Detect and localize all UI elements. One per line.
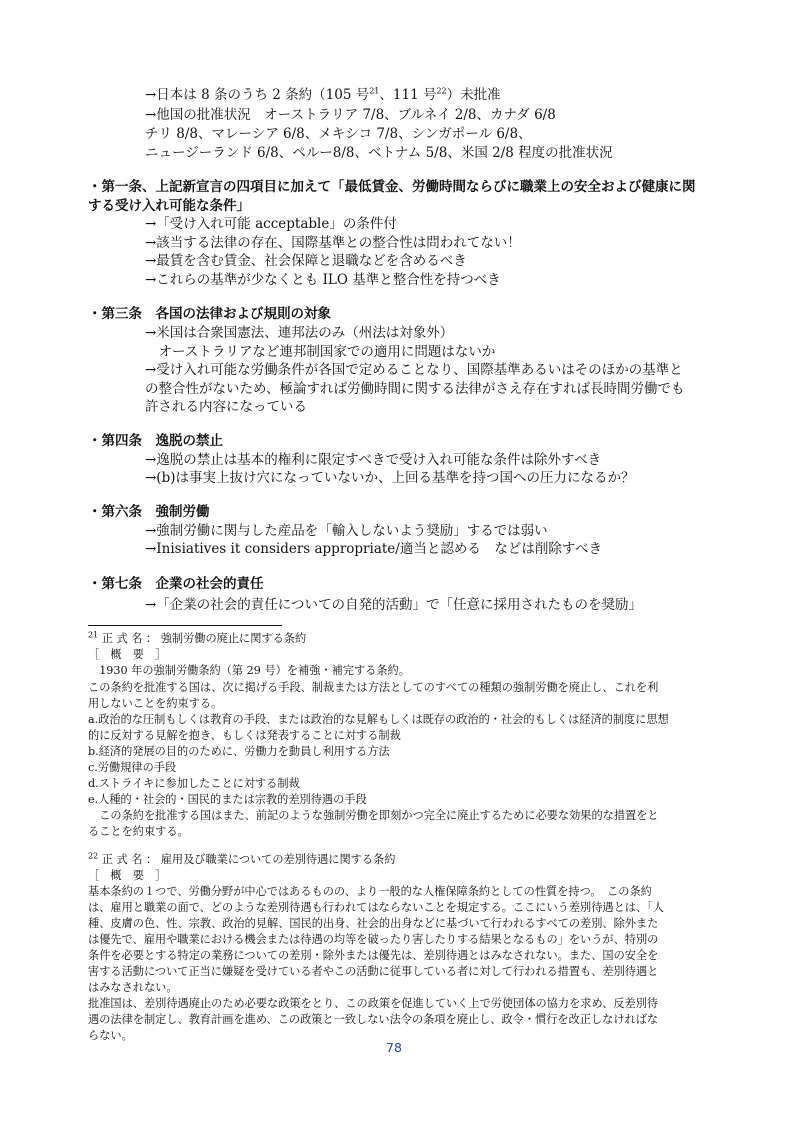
footnote-21-summary-label: ［ 概 要 ］ — [88, 648, 167, 661]
section-heading-article-7: ・第七条 企業の社会的責任 — [88, 576, 264, 592]
footnote-ref-21: 21 — [369, 86, 380, 96]
ratification-line-others: →他国の批准状況 オーストラリア 7/8、ブルネイ 2/8、カナダ 6/8 — [145, 107, 556, 123]
list-item: →Inisiatives it considers appropriate/適当と認める などは削除すべき — [145, 541, 603, 557]
footnote-line: 用しないことを約束する。 — [88, 697, 223, 710]
footnote-line: 遇の法律を制定し、教育計画を進め、この政策と一致しない法令の条項を廃止し、政令・慣行を改正しなければな — [88, 1013, 659, 1026]
list-item: の整合性がないため、極論すれば労働時間に関する法律がさえ存在すれば長時間労働でも — [145, 381, 685, 397]
footnote-line: b.経済的発展の目的のために、労働力を動員し利用する方法 — [88, 745, 390, 758]
list-item: →逸脱の禁止は基本的権利に限定すべきで受け入れ可能な条件は除外すべき — [145, 452, 602, 468]
text: 、111 号 — [379, 87, 437, 103]
list-item: →強制労働に関与した産品を「輸入しないよう奨励」するでは弱い — [145, 523, 548, 539]
list-item: →これらの基準が少なくとも ILO 基準と整合性を持つべき — [145, 272, 501, 288]
list-item: →「企業の社会的責任についての自発的活動」で「任意に採用されたものを奨励」 — [145, 597, 643, 613]
footnote-22-summary-label: ［ 概 要 ］ — [88, 869, 167, 882]
ratification-line-others: チリ 8/8、マレーシア 6/8、メキシコ 7/8、シンガポール 6/8、 — [145, 126, 532, 142]
page-number: 78 — [386, 1040, 402, 1055]
footnote-line: らない。 — [88, 1029, 133, 1042]
footnote-line: この条約を批准する国は、次に掲げる手段、制裁または方法としてのすべての種類の強制労働を廃止し、これを利 — [88, 681, 659, 694]
text: 正 式 名 ： 強制労働の廃止に関する条約 — [98, 632, 307, 645]
footnote-line: d.ストライキに参加したことに対する制裁 — [88, 777, 300, 790]
ratification-line-others: ニュージーランド 6/8、ペルー8/8、ベトナム 5/8、米国 2/8 程度の批准状況 — [145, 145, 613, 161]
list-item: →該当する法律の存在、国際基準との整合性は問われてない！ — [145, 235, 521, 251]
footnote-separator — [88, 625, 282, 626]
footnote-line: は優先で、雇用や職業における機会または待遇の均等を破ったり害したりする結果となるもの」をいうが、特別の — [88, 933, 659, 946]
ratification-line-japan — [145, 86, 501, 104]
footnote-mark: 21 — [88, 630, 99, 640]
text: ）未批准 — [446, 87, 501, 103]
footnote-line: 的に反対する見解を抱き、もしくは発表することに対する制裁 — [88, 729, 401, 742]
footnote-line: ることを約束する。 — [88, 825, 189, 838]
section-heading-article-3: ・第三条 各国の法律および規則の対象 — [88, 306, 331, 322]
list-item: →「受け入れ可能 acceptable」の条件付 — [145, 216, 397, 232]
footnote-line: 基本条約の１つで、労働分野が中心ではあるものの、より一般的な人権保障条約としての性質を持つ。 この条約 — [88, 885, 652, 898]
text: →日本は 8 条のうち 2 条約（105 号 — [145, 87, 370, 103]
footnote-line: この条約を批准する国はまた、前記のような強制労働を即刻かつ完全に廃止するために必要な効果的な措置をと — [88, 809, 659, 822]
footnote-ref-22: 22 — [436, 86, 447, 96]
footnote-line: 種、皮膚の色、性、宗教、政治的見解、国民的出身、社会的出身などに基づいて行われるすべての差別、除外また — [88, 917, 659, 930]
section-heading-article-1-cont: する受け入れ可能な条件」 — [88, 198, 250, 214]
footnote-line: e.人種的・社会的・国民的または宗教的差別待遇の手段 — [88, 793, 367, 806]
footnote-22-title — [88, 852, 395, 867]
list-item: オーストラリアなど連邦制国家での適用に問題はないか — [145, 344, 496, 360]
list-item: →(b)は事実上抜け穴になっていないか、上回る基準を持つ国への圧力になるか？ — [145, 470, 635, 486]
footnote-line: a.政治的な圧制もしくは教育の手段、または政治的な見解もしくは既存の政治的・社会的もしくは経済的制度に思想 — [88, 713, 669, 726]
section-heading-article-1: ・第一条、上記新宣言の四項目に加えて「最低賃金、労働時間ならびに職業上の安全および健康に関 — [88, 179, 696, 195]
footnote-line: 批准国は、差別待遇廃止のため必要な政策をとり、この政策を促進していく上で労使団体の協力を求め、反差別待 — [88, 997, 659, 1010]
footnote-line: はみなされない。 — [88, 981, 178, 994]
footnote-line: c.労働規律の手段 — [88, 761, 177, 774]
list-item: →米国は合衆国憲法、連邦法のみ（州法は対象外） — [145, 325, 454, 341]
footnote-line: は、雇用と職業の面で、どのような差別待遇も行われてはならないことを規定する。ここにいう差別待遇とは、「人 — [88, 901, 664, 914]
footnote-21-title — [88, 631, 306, 646]
footnote-mark: 22 — [88, 851, 99, 861]
list-item: →最賃を含む賃金、社会保障と退職などを含めるべき — [145, 253, 467, 269]
list-item: →受け入れ可能な労働条件が各国で定めることなり、国際基準あるいはそのほかの基準と — [145, 362, 683, 378]
list-item: 許される内容になっている — [145, 399, 307, 415]
footnote-line: 1930 年の強制労働条約（第 29 号）を補強・補完する条約。 — [88, 664, 410, 677]
footnote-line: 条件を必要とする特定の業務についての差別・除外または優先は、差別待遇とはみなされない。また、国の安全を — [88, 949, 659, 962]
section-heading-article-6: ・第六条 強制労働 — [88, 504, 210, 520]
section-heading-article-4: ・第四条 逸脱の禁止 — [88, 433, 223, 449]
footnote-line: 害する活動について正当に嫌疑を受けている者やこの活動に従事している者に対して行われる措置も、差別待遇と — [88, 965, 659, 978]
text: 正 式 名 ： 雇用及び職業についての差別待遇に関する条約 — [98, 853, 396, 866]
